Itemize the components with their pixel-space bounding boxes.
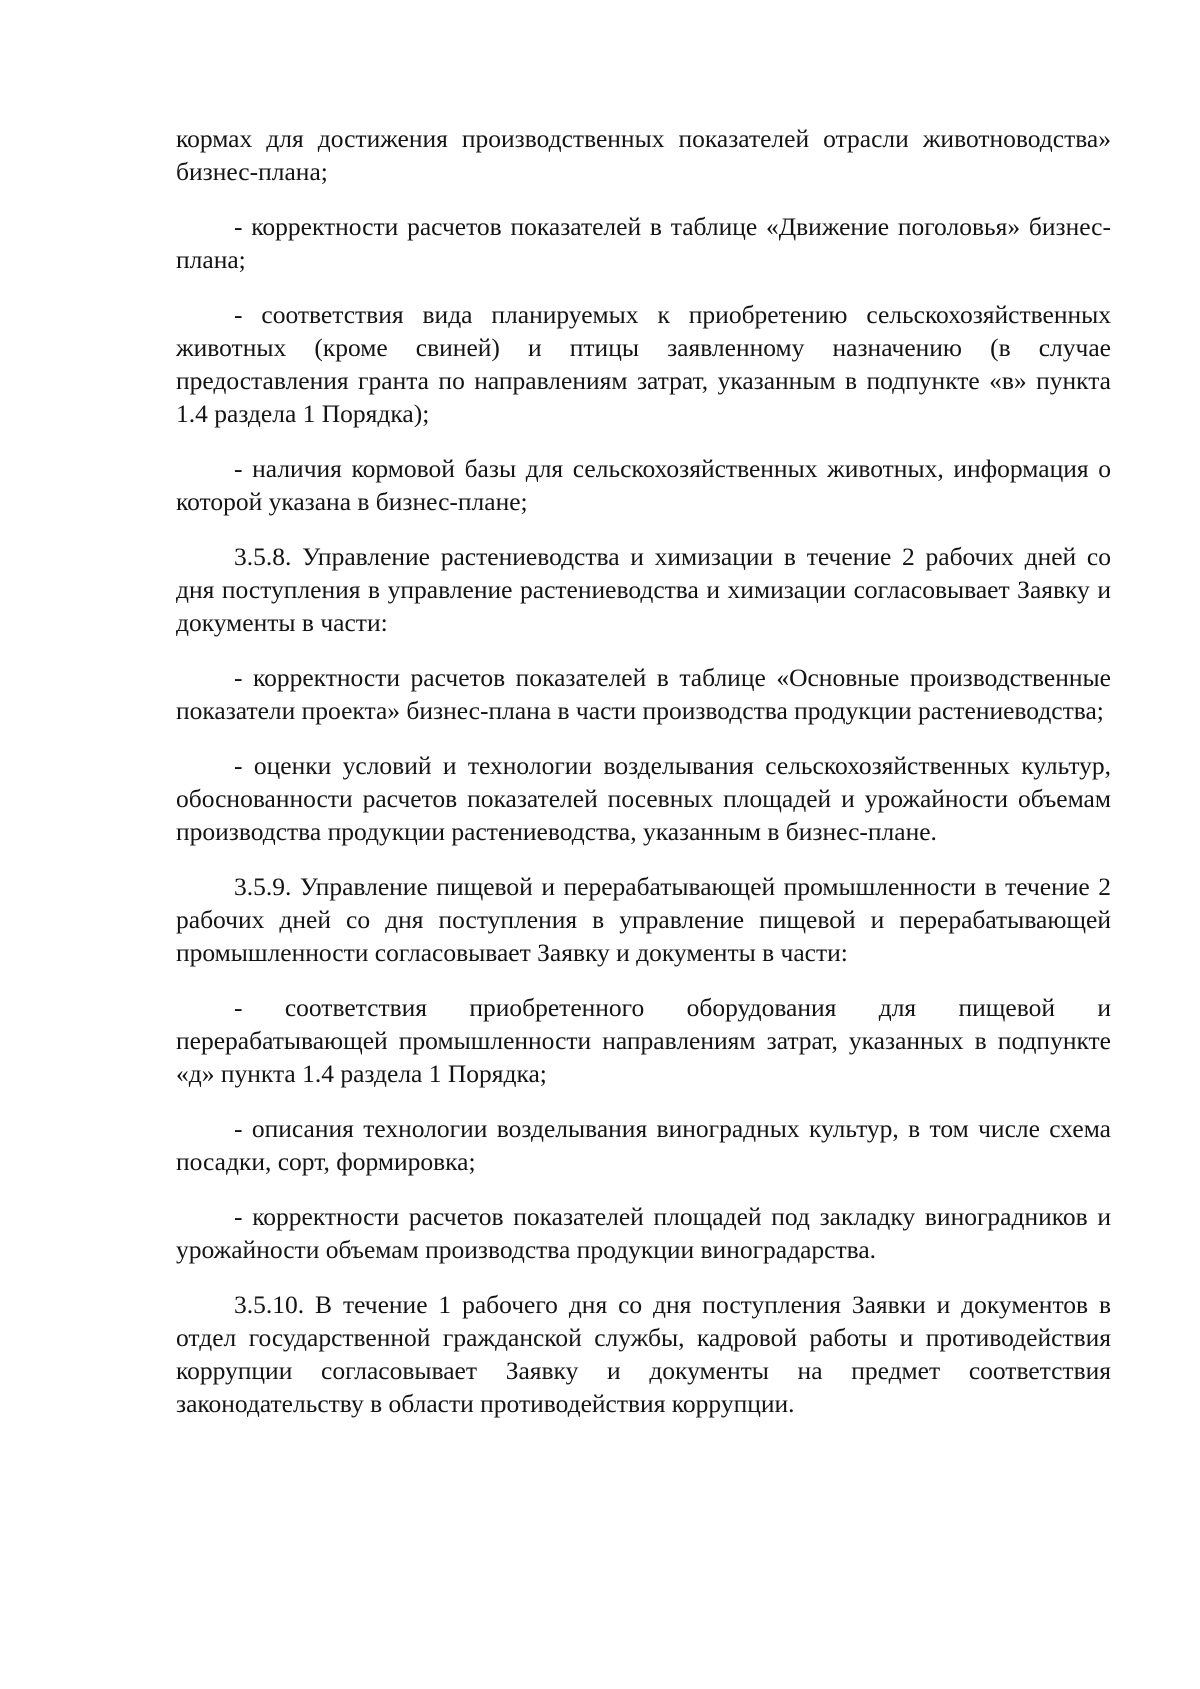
paragraph-3-5-10: 3.5.10. В течение 1 рабочего дня со дня поступления Заявки и документов в отдел государственной гражданской службы, кадровой работы и противодействия коррупции согласовывает Заявку и документы на предмет соответствия законодательству в области противодействия коррупции. [176, 1290, 1111, 1418]
paragraph-feed-base: - наличия кормовой базы для сельскохозяйственных животных, информация о которой указана в бизнес-плане; [176, 454, 1111, 516]
paragraph-animal-type-compliance: - соответствия вида планируемых к приобретению сельскохозяйственных животных (кроме свиней) и птицы заявленному назначению (в случае предоставления гранта по направлениям затрат, указанным в подпункте «в» пункта 1.4 раздела 1 Порядка); [176, 300, 1111, 428]
paragraph-vineyard-indicators: - корректности расчетов показателей площадей под закладку виноградников и урожайности объемам производства продукции виноградарства. [176, 1202, 1111, 1264]
paragraph-grape-technology: - описания технологии возделывания виноградных культур, в том числе схема посадки, сорт, формировка; [176, 1114, 1111, 1176]
paragraph-3-5-9: 3.5.9. Управление пищевой и перерабатывающей промышленности в течение 2 рабочих дней со дня поступления в управление пищевой и перерабатывающей промышленности согласовывает Заявку и документы в части: [176, 872, 1111, 967]
paragraph-crop-indicators: - корректности расчетов показателей в таблице «Основные производственные показатели проекта» бизнес-плана в части производства продукции растениеводства; [176, 663, 1111, 725]
paragraph-continuation: кормах для достижения производственных показателей отрасли животноводства» бизнес-плана; [176, 124, 1111, 186]
paragraph-equipment-compliance: - соответствия приобретенного оборудования для пищевой и перерабатывающей промышленности направлениям затрат, указанных в подпункте «д» пункта 1.4 раздела 1 Порядка; [176, 993, 1111, 1088]
paragraph-cultivation-assessment: - оценки условий и технологии возделывания сельскохозяйственных культур, обоснованности расчетов показателей посевных площадей и урожайности объемам производства продукции растениеводства, указанным в бизнес-плане. [176, 751, 1111, 846]
document-body [176, 122, 1111, 1420]
paragraph-3-5-8: 3.5.8. Управление растениеводства и химизации в течение 2 рабочих дней со дня поступления в управление растениеводства и химизации согласовывает Заявку и документы в части: [176, 542, 1111, 637]
paragraph-herd-movement: - корректности расчетов показателей в таблице «Движение поголовья» бизнес-плана; [176, 212, 1111, 274]
